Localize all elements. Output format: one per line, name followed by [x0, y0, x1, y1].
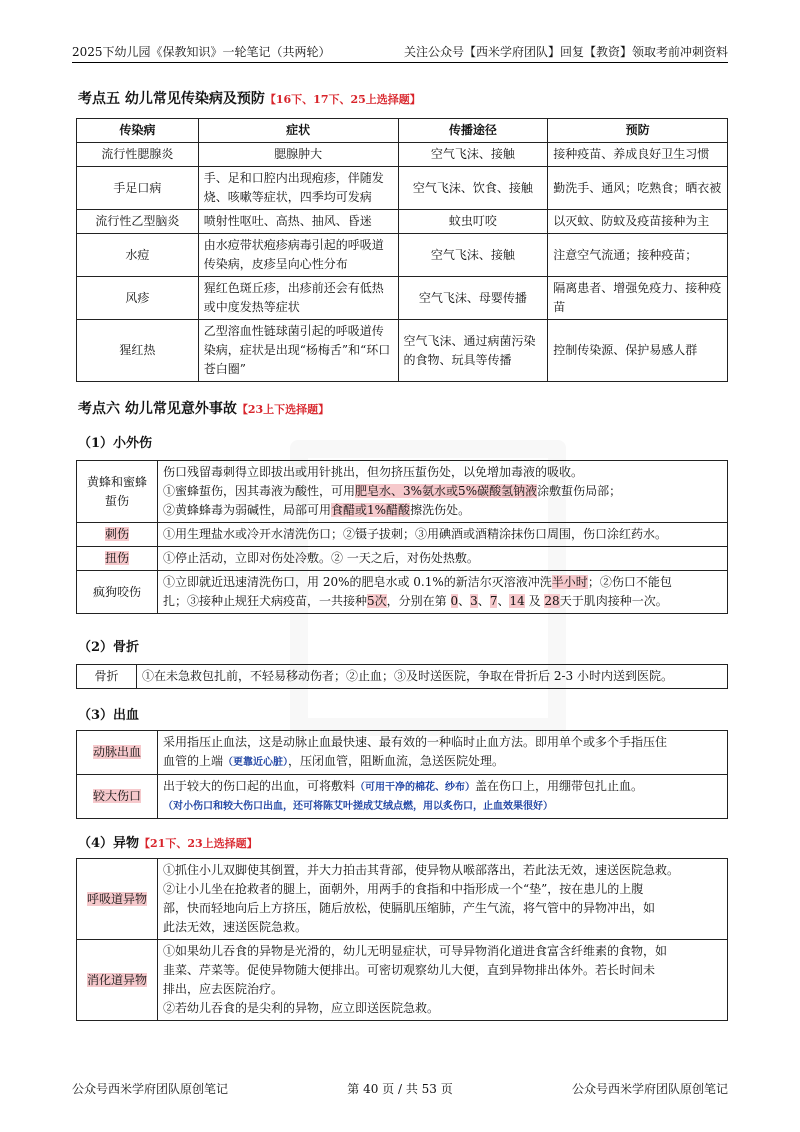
- table-row: 流行性乙型脑炎 喷射性呕吐、高热、抽风、昏迷 蚊虫叮咬 以灭蚊、防蚊及疫苗接种为主: [77, 210, 728, 234]
- table-row: 风疹 猩红色斑丘疹，出疹前还会有低热或中度发热等症状 空气飞沫、母婴传播 隔离患者、增强免疫力、接种疫苗: [77, 277, 728, 320]
- table-row: 猩红热 乙型溶血性链球菌引起的呼吸道传染病，症状是出现“杨梅舌”和“环口苍白圈” 空气飞沫、通过病菌污染的食物、玩具等传播 控制传染源、保护易感人群: [77, 320, 728, 382]
- header-right: 关注公众号【西米学府团队】回复【教资】领取考前冲刺资料: [403, 45, 728, 59]
- disease-table: [76, 118, 728, 382]
- page-header: [72, 38, 728, 63]
- table-row: 手足口病 手、足和口腔内出现疱疹，伴随发烧、咳嗽等症状，四季均可发病 空气飞沫、饮食、接触 勤洗手、通风；吃熟食；晒衣被: [77, 167, 728, 210]
- table-row: 骨折 ①在未急救包扎前，不轻易移动伤者；②止血；③及时送医院，争取在骨折后 2-3 小时内送到医院。: [77, 665, 728, 689]
- table-row: 疯狗咬伤 ①立即就近迅速清洗伤口，用 20%的肥皂水或 0.1%的新洁尔灭溶液冲洗半小时；②伤口不能包 扎；③接种止规狂犬病疫苗，一共接种5次，分别在第 0、3、7、14 及 28天于肌肉接种一次。: [77, 571, 728, 614]
- page-number: 第 40 页 / 共 53 页: [347, 1082, 453, 1096]
- footer-right: 公众号西米学府团队原创笔记: [571, 1082, 728, 1096]
- bleeding-title: （3）出血: [78, 708, 140, 723]
- table-row: 消化道异物 ①如果幼儿吞食的异物是光滑的，幼儿无明显症状，可导异物消化道进食富含纤维素的食物，如 韭菜、芹菜等。促使异物随大便排出。可密切观察幼儿大便，直到异物排出体外。若长时间未 排出，应去医院治疗。 ②若幼儿吞食的是尖利的异物，应立即送医院急救。: [77, 940, 728, 1021]
- table-row: 动脉出血 采用指压止血法，这是动脉止血最快速、最有效的一种临时止血方法。即用单个或多个手指压住 血管的上端（更靠近心脏），压闭血管，阻断血流，急送医院处理。: [77, 731, 728, 775]
- foreign-body-table: [76, 858, 728, 1021]
- minor-injury-title: （1）小外伤: [78, 436, 153, 451]
- fracture-title: （2）骨折: [78, 640, 140, 655]
- page-footer: [72, 1080, 728, 1097]
- table-row: 呼吸道异物 ①抓住小儿双脚使其倒置，并大力拍击其背部，使异物从喉部落出，若此法无效，速送医院急救。 ②让小儿坐在抢救者的腿上，面朝外，用两手的食指和中指形成一个“垫”，按在患儿的上腹 部，快而轻地向后上方挤压，随后放松，使膈肌压缩肺，产生气流，将气管中的异物冲出，如 此法无效，速送医院急救。: [77, 859, 728, 940]
- footer-left: 公众号西米学府团队原创笔记: [72, 1082, 229, 1096]
- foreign-body-title: （4）异物【21下、23上选择题】: [78, 836, 258, 851]
- table-row: 黄蜂和蜜蜂蜇伤 伤口残留毒刺得立即拔出或用针挑出，但勿挤压蜇伤处，以免增加毒液的吸收。 ①蜜蜂蜇伤，因其毒液为酸性，可用肥皂水、3%氨水或5%碳酸氢钠液涂敷蜇伤局部； ②黄蜂蜂毒为弱碱性，局部可用食醋或1%醋酸擦洗伤处。: [77, 461, 728, 523]
- bleeding-table: [76, 730, 728, 819]
- section-6-title: 考点六 幼儿常见意外事故【23上下选择题】: [78, 401, 330, 417]
- table-row: 流行性腮腺炎 腮腺肿大 空气飞沫、接触 接种疫苗、养成良好卫生习惯: [77, 143, 728, 167]
- table-header-row: 传染病 症状 传播途径 预防: [77, 119, 728, 143]
- section-5-title: 考点五 幼儿常见传染病及预防【16下、17下、25上选择题】: [78, 91, 421, 107]
- header-left: 2025下幼儿园《保教知识》一轮笔记（共两轮）: [72, 45, 331, 59]
- table-row: 水痘 由水痘带状疱疹病毒引起的呼吸道传染病，皮疹呈向心性分布 空气飞沫、接触 注意空气流通；接种疫苗；: [77, 234, 728, 277]
- table-row: 刺伤 ①用生理盐水或冷开水清洗伤口；②镊子拔刺；③用碘酒或酒精涂抹伤口周围，伤口涂红药水。: [77, 523, 728, 547]
- minor-injury-table: [76, 460, 728, 614]
- table-row: 较大伤口 出于较大的伤口起的出血，可将敷料（可用干净的棉花、纱布）盖在伤口上，用绷带包扎止血。 （对小伤口和较大伤口出血，还可将陈艾叶搓成艾绒点燃，用以炙伤口，止血效果很好）: [77, 775, 728, 819]
- fracture-table: [76, 664, 728, 689]
- table-row: 扭伤 ①停止活动，立即对伤处冷敷。② 一天之后，对伤处热敷。: [77, 547, 728, 571]
